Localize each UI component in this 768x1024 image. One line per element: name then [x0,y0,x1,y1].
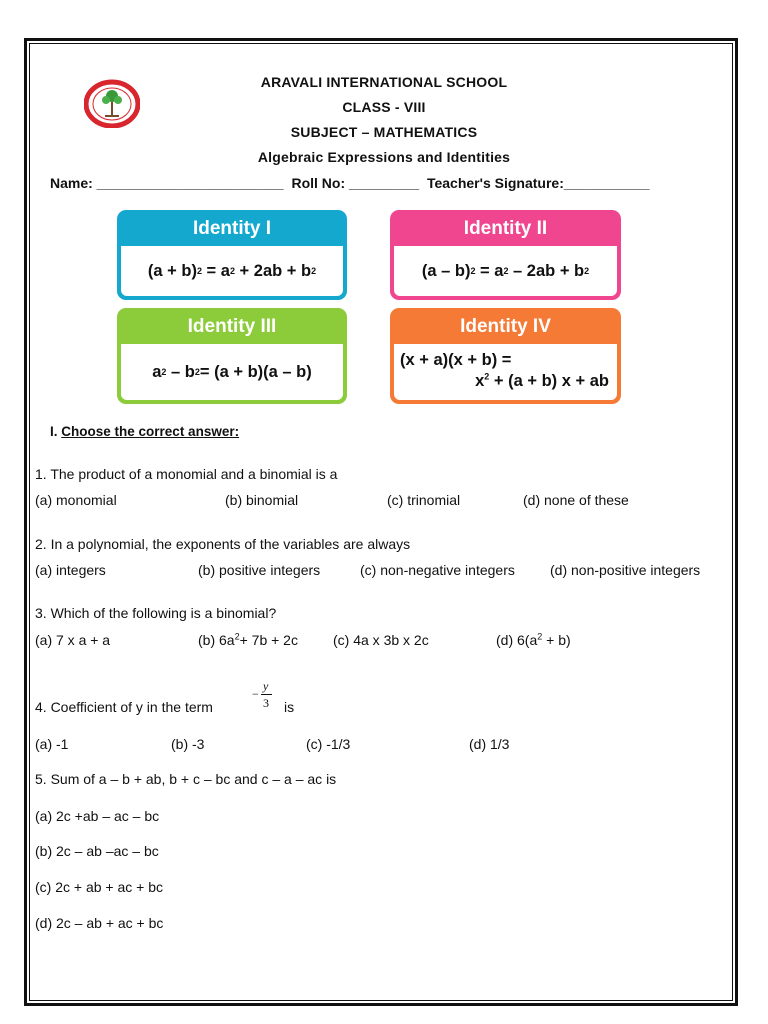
class-label: CLASS - VIII [342,99,426,115]
q3-option-c[interactable]: (c) 4a x 3b x 2c [333,632,429,648]
q1-option-c[interactable]: (c) trinomial [387,492,461,508]
q1-option-a[interactable]: (a) monomial [35,492,117,508]
name-field[interactable]: Name: ________________________ [50,175,284,191]
q4-option-c[interactable]: (c) -1/3 [306,736,351,752]
q3-option-d[interactable]: (d) $6(a^2 + b)$ [496,631,571,648]
q5-option-c[interactable]: (c) 2c + ab + ac + bc [35,879,164,895]
identity-title: Identity III [187,316,277,337]
question-2: 2. In a polynomial, the exponents of the variables are always [35,536,411,552]
identity-box-4 [390,308,621,404]
identity-box-1 [117,210,347,300]
q2-option-b[interactable]: (b) positive integers [198,562,321,578]
q4-option-a[interactable]: (a) -1 [35,736,69,752]
question-4-suffix: is [284,699,295,715]
q2-option-c[interactable]: (c) non-negative integers [360,562,515,578]
q4-option-d[interactable]: (d) 1/3 [469,736,510,752]
q1-option-b[interactable]: (b) binomial [225,492,299,508]
q3-option-b[interactable]: (b) $6a^2+ 7b + 2c$ [198,631,298,648]
fraction-term: − y 3 [252,678,274,712]
identity-formula: (x + a)(x + b) = $x^2 + (a + b) x$ + ab [394,344,617,400]
question-5: 5. Sum of a – b + ab, b + c – bc and c – a – ac is [35,771,337,787]
subject-label: SUBJECT – MATHEMATICS [290,124,478,140]
identity-title: Identity IV [460,316,551,337]
teacher-signature-field[interactable]: Teacher's Signature:___________ [426,175,650,191]
q5-option-d[interactable]: (d) 2c – ab + ac + bc [35,915,164,931]
q5-option-a[interactable]: (a) 2c +ab – ac – bc [35,808,160,824]
identity-title: Identity I [192,218,272,239]
identity-formula: (a – b) 2 = a 2 – 2ab + b 2 [394,246,617,296]
q2-option-a[interactable]: (a) integers [35,562,106,578]
identity-formula: (a + b) 2 = a 2 + 2ab + b 2 [121,246,343,296]
student-info-row [50,175,654,191]
question-4: 4. Coefficient of y in the term [35,699,213,715]
question-3: 3. Which of the following is a binomial? [35,605,277,621]
question-1: 1. The product of a monomial and a binomial is a [35,466,338,482]
q2-option-d[interactable]: (d) non-positive integers [550,562,701,578]
q5-option-b[interactable]: (b) 2c – ab –ac – bc [35,843,159,859]
section-heading: I. Choose the correct answer: [50,424,240,439]
identity-title: Identity II [463,218,548,239]
identity-box-2 [390,210,621,300]
q4-option-b[interactable]: (b) -3 [171,736,205,752]
section-title: Choose the correct answer: [61,424,240,439]
roll-no-field[interactable]: Roll No: _________ [291,175,420,191]
topic-title: Algebraic Expressions and Identities [257,149,511,165]
school-name: ARAVALI INTERNATIONAL SCHOOL [260,74,508,90]
q1-option-d[interactable]: (d) none of these [523,492,629,508]
q3-option-a[interactable]: (a) 7 x a + a [35,632,111,648]
identity-formula: a 2 – b 2 = (a + b)(a – b) [121,344,343,400]
identity-box-3 [117,308,347,404]
